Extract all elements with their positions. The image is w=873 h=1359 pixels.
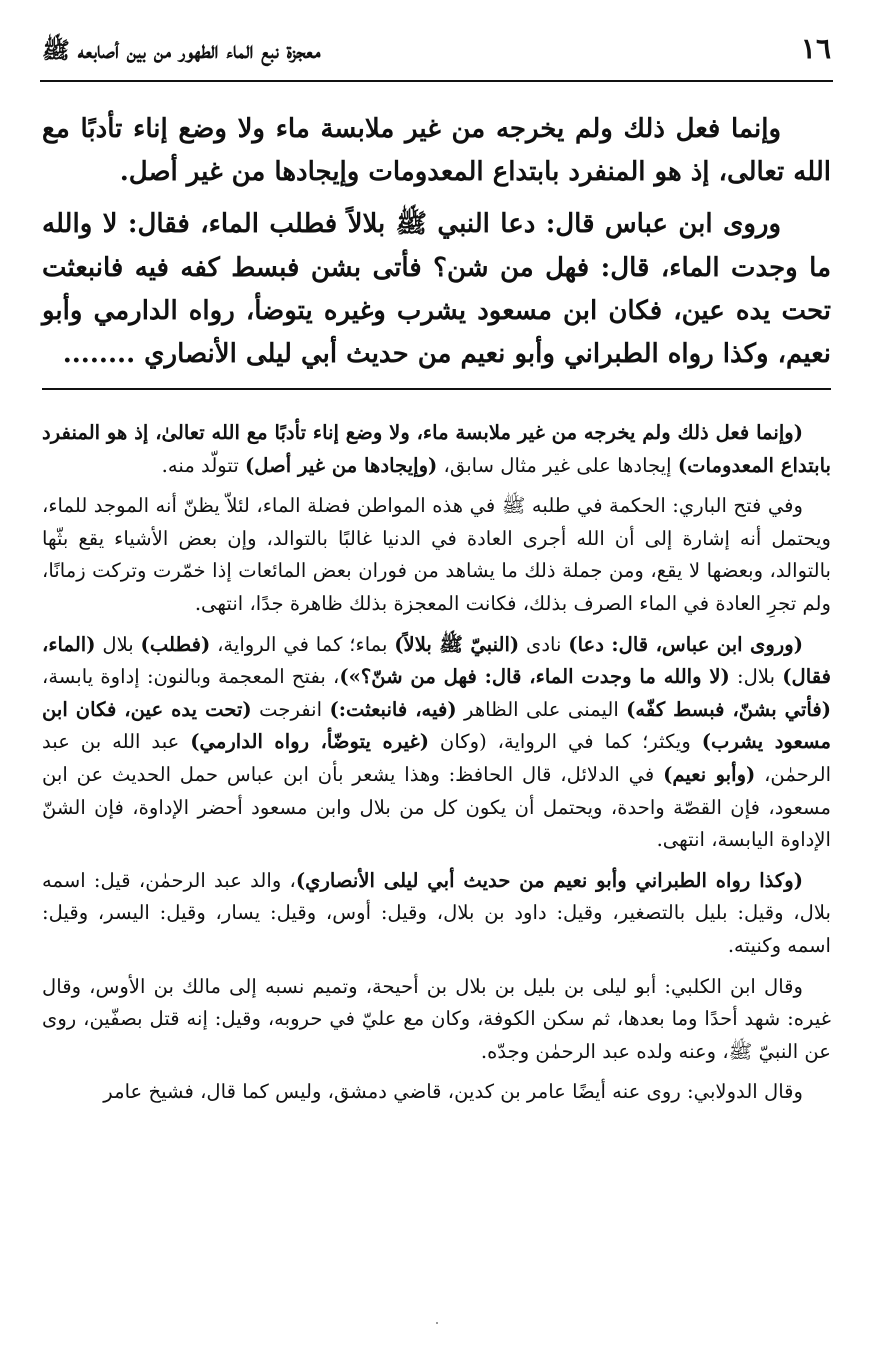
commentary-text: انفرجت <box>251 697 330 721</box>
quoted-text: (غيره يتوضّأ، رواه الدارمي) <box>190 730 430 754</box>
page-number: ١٦ <box>800 32 831 65</box>
commentary-paragraph: وقال الدولابي: روى عنه أيضًا عامر بن كدين، قاضي دمشق، وليس كما قال، فشيخ عامر <box>103 1080 803 1104</box>
quoted-text: (النبيّ ﷺ بلالاً) <box>394 632 520 656</box>
commentary-text: تتولّد منه. <box>161 453 246 477</box>
commentary-paragraph: وفي فتح الباري: الحكمة في طلبه ﷺ في هذه المواطن فضلة الماء، لئلاّ يظنّ أنه الموجد للماء، ويحتمل أنه إشارة إلى أن الله أجرى العادة في الدنيا غالبًا بالتوالد، وإن بعض الأشياء يقع بثّها بالتوالد، وبعضها لا يقع، ومن جملة ذلك ما يشاهد من فوران بعض المائعات إذا خمّرت وتركت زمانًا، ولم تجرِ العادة في الماء الصرف بذلك، فكانت المعجزة بذلك ظاهرة جدًا، انتهى. <box>42 494 831 615</box>
commentary-paragraph <box>42 865 831 963</box>
quoted-text: (فطلب) <box>140 632 211 656</box>
commentary-paragraph <box>42 417 831 482</box>
commentary-text: ، والد عبد الرحمٰن، قيل: اسمه بلال، وقيل: بليل بالتصغير، وقيل: داود بن بلال، وقيل: أوس، وقيل: يسار، وقيل: اليسر، وقيل: اسمه وكنيته. <box>42 868 831 957</box>
quoted-text: (فيه، فانبعثت:) <box>329 697 457 721</box>
quoted-text: (الماء، فقال) <box>42 632 831 689</box>
commentary-paragraph <box>42 629 831 857</box>
commentary-text: نادى <box>519 632 569 656</box>
main-text-paragraph: وإنما فعل ذلك ولم يخرجه من غير ملابسة ماء ولا وضع إناء تأدبًا مع الله تعالى، إذ هو المنفرد بابتداع المعدومات وإيجادها من غير أصل. <box>42 114 831 188</box>
quoted-text: (وإنما فعل ذلك ولم يخرجه من غير ملابسة ماء، ولا وضع إناء تأدبًا مع الله تعالىٰ، إذ هو المنفرد بابتداع المعدومات) <box>42 421 831 477</box>
commentary-text: ويكثر؛ كما في الرواية، (وكان <box>429 730 702 754</box>
commentary-text: في الدلائل، قال الحافظ: وهذا يشعر بأن ابن عباس حمل الحديث عن ابن مسعود، فإن القصّة واحدة، ويحتمل أن يكون كل من بلال وابن مسعود أحضر الإداوة، فإن الشنّ الإداوة اليابسة، انتهى. <box>42 762 831 852</box>
section-divider <box>42 388 831 390</box>
quoted-text: (وكذا رواه الطبراني وأبو نعيم من حديث أبي ليلى الأنصاري) <box>295 868 803 892</box>
commentary-text: ، بفتح المعجمة وبالنون: إداوة يابسة، <box>42 665 340 689</box>
quoted-text: (وأبو نعيم) <box>663 762 756 786</box>
quoted-text: (وروى ابن عباس، قال: دعا) <box>568 632 803 656</box>
page-mark <box>436 1322 438 1324</box>
running-title: معجزة نبع الماء الطهور من بين أصابعه ﷺ <box>42 37 321 64</box>
main-text <box>42 108 831 376</box>
commentary-text: اليمنى على الظاهر <box>456 697 627 721</box>
commentary-paragraph: وقال ابن الكلبي: أبو ليلى بن بليل بن بلال بن أحيحة، وتميم نسبه إلى مالك بن الأوس، وقال غيره: شهد أحدًا وما بعدها، ثم سكن الكوفة، وكان مع عليّ في حروبه، وقيل: إنه قتل بصفّين، روى عن النبيّ ﷺ، وعنه ولده عبد الرحمٰن وجدّه. <box>42 974 831 1063</box>
commentary-text: بلال: <box>729 665 783 689</box>
page-header <box>40 30 833 82</box>
quoted-text: (فأتي بشنّ، فبسط كفّه) <box>626 697 832 721</box>
commentary-text: إيجادها على غير مثال سابق، <box>437 453 678 477</box>
commentary <box>42 417 831 1109</box>
quoted-text: (تحت يده عين، فكان ابن مسعود يشرب) <box>42 697 831 754</box>
commentary-text: عبد الله بن عبد الرحمٰن، <box>42 730 832 786</box>
quoted-text: (وإيجادها من غير أصل) <box>245 453 438 477</box>
commentary-text: بماء؛ كما في الرواية، <box>210 632 395 656</box>
main-text-paragraph: وروى ابن عباس قال: دعا النبي ﷺ بلالاً فطلب الماء، فقال: لا والله ما وجدت الماء، قال: فهل من شن؟ فأتى بشن فبسط كفه فيه فانبعثت تحت يده عين، فكان ابن مسعود يشرب وغيره يتوضأ، رواه الدارمي وأبو نعيم، وكذا رواه الطبراني وأبو نعيم من حديث أبي ليلى الأنصاري ........ <box>42 209 831 370</box>
quoted-text: (لا والله ما وجدت الماء، قال: فهل من شنّ؟») <box>339 665 730 689</box>
commentary-text: بلال <box>95 632 141 656</box>
